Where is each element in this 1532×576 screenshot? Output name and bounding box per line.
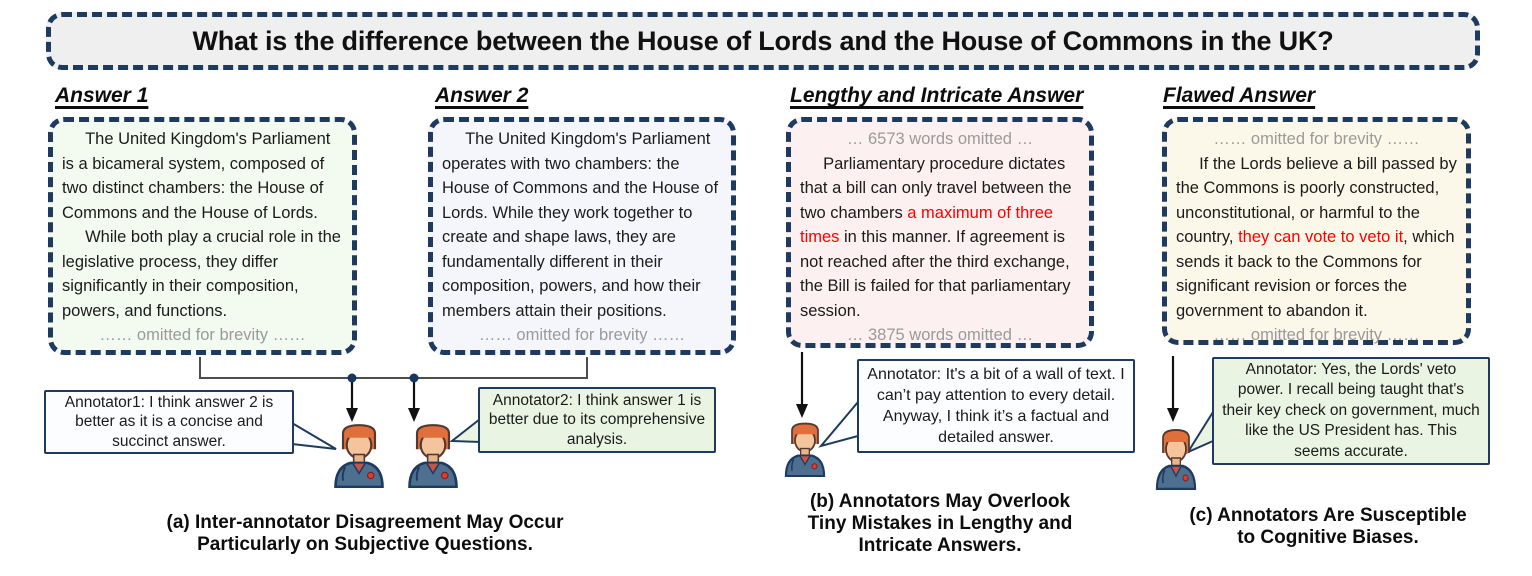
flawed-paragraph (1176, 152, 1457, 324)
caption-b-line3: Intricate Answers. (858, 535, 1022, 556)
flawed-answer-box (1162, 117, 1471, 345)
flawed-answer-title: Flawed Answer (1163, 84, 1316, 107)
lengthy-omitted-top: … 6573 words omitted … (846, 130, 1034, 148)
flawed-text-after: , which sends it back to the Commons for significant revision or forces the government to abandon it. (1176, 228, 1455, 320)
answer2-box (428, 117, 736, 355)
answer1-paragraph-1: The United Kingdom's Parliament is a bicameral system, composed of two distinct chambers: the House of Commons and the House of Lords. (62, 130, 331, 222)
caption-a-line1: (a) Inter-annotator Disagreement May Occur (166, 512, 564, 533)
junction-dot-icon (410, 374, 419, 383)
caption-b (790, 491, 1090, 557)
answers-connector-line (200, 357, 587, 378)
annotator-person-icon (779, 420, 831, 477)
caption-a (65, 512, 665, 556)
junction-dot-icon (348, 374, 357, 383)
down-arrow-head-icon (408, 408, 420, 422)
down-arrow-head-icon (796, 404, 808, 418)
annotator2-comment: Annotator2: I think answer 1 is better due to its comprehensive analysis. (488, 391, 706, 448)
flawed-annotator-comment: Annotator: Yes, the Lords' veto power. I recall being taught that's their key check on government, much like the US President has. This seems accurate. (1222, 360, 1480, 460)
flawed-omitted-bottom: …… omitted for brevity …… (1213, 326, 1420, 344)
answer1-omitted-note: …… omitted for brevity …… (99, 326, 306, 344)
annotator-person-icon (327, 421, 391, 488)
answer2-paragraph: The United Kingdom's Parliament operates with two chambers: the House of Commons and the House of Lords. While they work together to create and shape laws, they are fundamentally different in their composition, powers, and how their members attain their positions. (442, 130, 719, 320)
lengthy-omitted-bottom: … 3875 words omitted … (846, 326, 1034, 344)
answer2-title: Answer 2 (435, 84, 529, 107)
answer2-omitted-note: …… omitted for brevity …… (478, 326, 686, 344)
caption-c (1167, 505, 1489, 549)
annotator1-comment: Annotator1: I think answer 2 is better as it is a concise and succinct answer. (64, 393, 274, 450)
caption-a-line2: Particularly on Subjective Questions. (197, 534, 533, 555)
lengthy-answer-box (786, 117, 1094, 348)
lengthy-text-after: in this manner. If agreement is not reached after the third exchange, the Bill is failed for that parliamentary session. (800, 228, 1071, 320)
answer1-box (48, 117, 357, 355)
lengthy-annotator-comment: Annotator: It's a bit of a wall of text. I can’t pay attention to every detail. Anyway, I think it’s a factual and detailed answer. (867, 366, 1125, 446)
annotator-person-icon (1150, 426, 1202, 490)
lengthy-highlight-text: a maximum of three times (800, 203, 1054, 246)
down-arrow-head-icon (1167, 408, 1179, 422)
question-banner (46, 12, 1480, 70)
lengthy-answer-title: Lengthy and Intricate Answer (790, 84, 1084, 107)
answer1-title: Answer 1 (55, 84, 149, 107)
caption-c-line2: to Cognitive Biases. (1237, 527, 1419, 548)
caption-c-line1: (c) Annotators Are Susceptible (1189, 505, 1467, 526)
down-arrow-head-icon (346, 408, 358, 422)
lengthy-paragraph (800, 152, 1080, 324)
flawed-text-before: If the Lords believe a bill passed by the Commons is poorly constructed, unconstitutional, or harmful to the country, (1176, 154, 1457, 246)
caption-b-line2: Tiny Mistakes in Lengthy and (807, 513, 1073, 534)
lengthy-text-before: Parliamentary procedure dictates that a bill can only travel between the two chambers (800, 154, 1072, 222)
flawed-annotator-speech-bubble (1212, 357, 1490, 465)
annotator2-speech-bubble (478, 387, 716, 453)
flawed-highlight-text: they can vote to veto it (1238, 228, 1404, 246)
caption-b-line1: (b) Annotators May Overlook (809, 491, 1071, 512)
lengthy-annotator-speech-bubble (857, 359, 1135, 453)
answer1-paragraph-2: While both play a crucial role in the legislative process, they differ significantly in their composition, powers, and functions. (62, 228, 341, 320)
flawed-omitted-top: …… omitted for brevity …… (1213, 130, 1420, 148)
question-text: What is the difference between the House of Lords and the House of Commons in the UK? (192, 25, 1334, 56)
annotator-person-icon (401, 421, 465, 488)
annotator1-speech-bubble (44, 390, 294, 454)
